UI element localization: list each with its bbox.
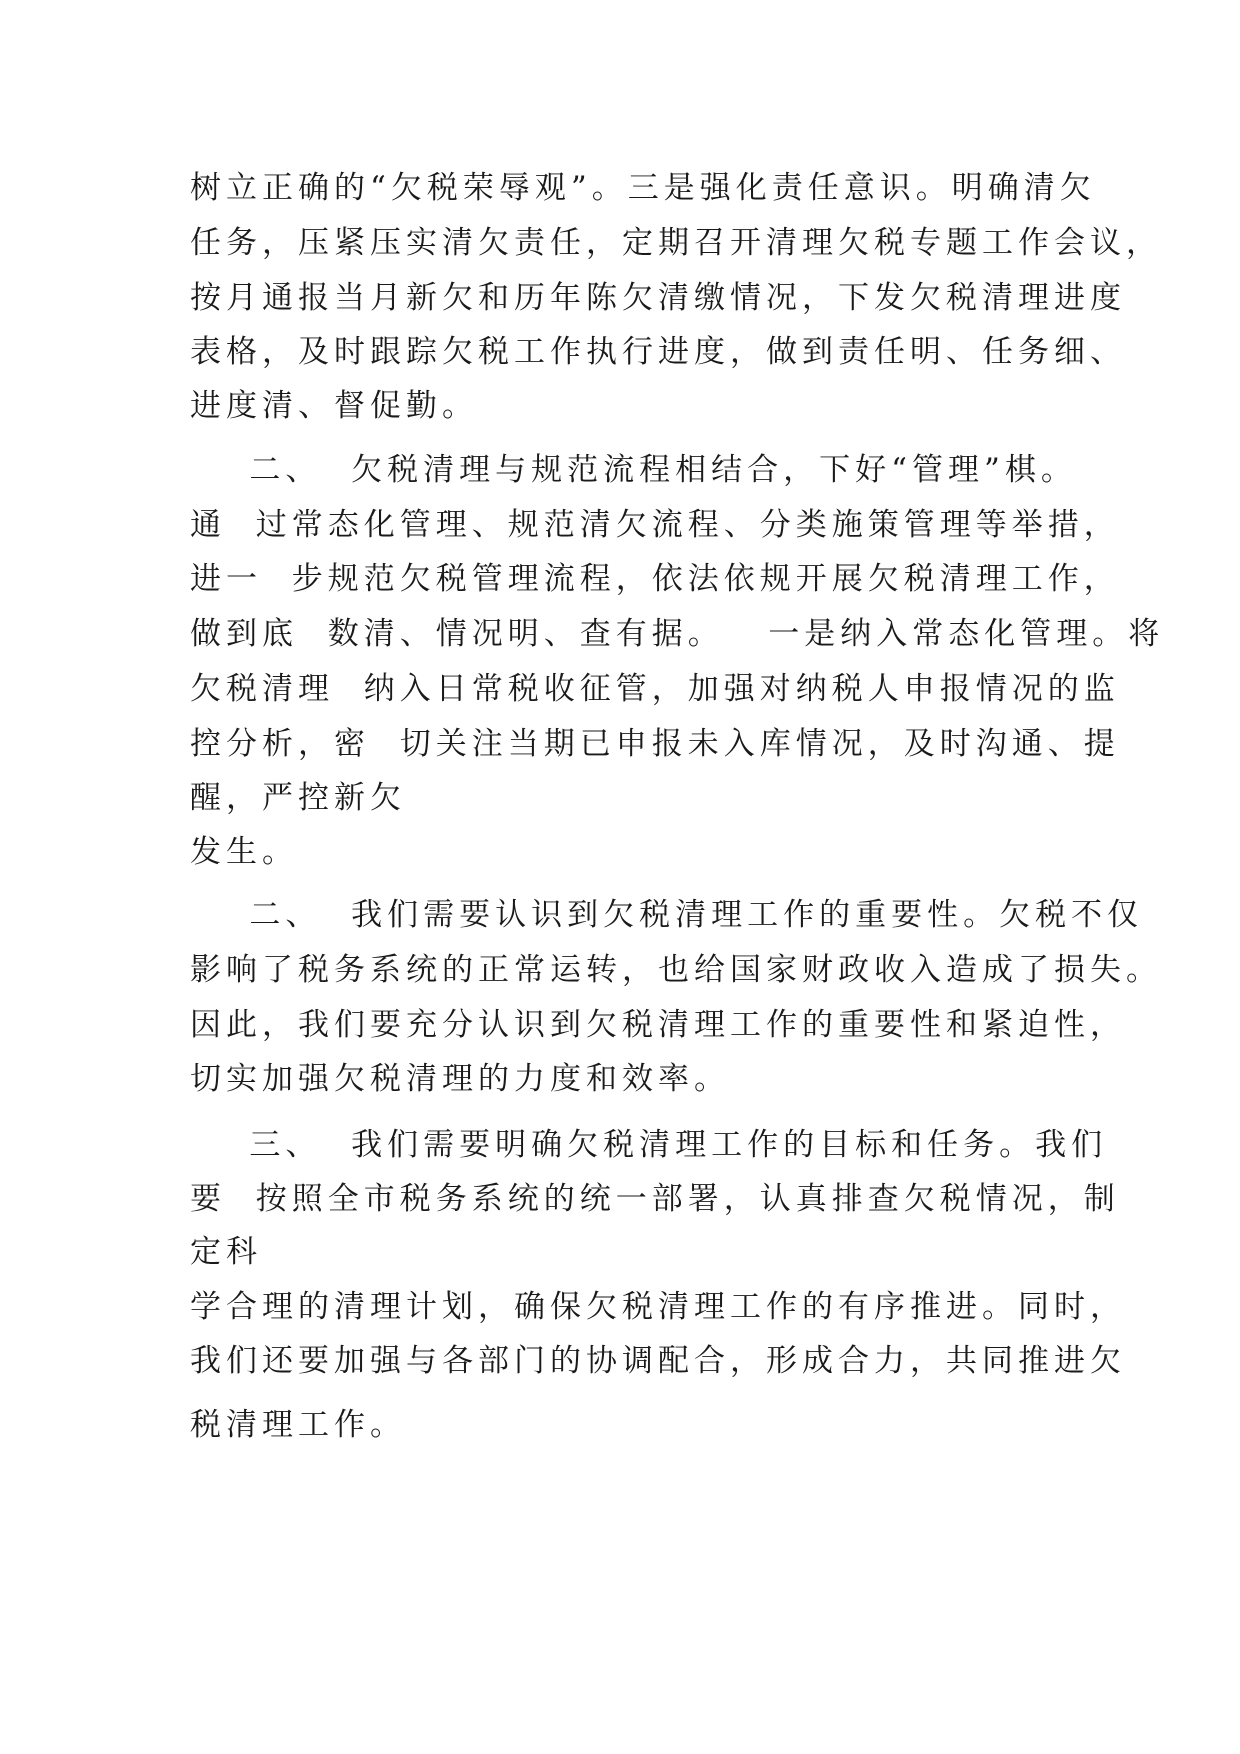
text-line: 欠税清理 纳入日常税收征管，加强对纳税人申报情况的监 xyxy=(190,671,1120,707)
text-line: 定科 xyxy=(190,1234,262,1270)
text-line: 切实加强欠税清理的力度和效率。 xyxy=(190,1061,730,1097)
text-line: 进一 步规范欠税管理流程，依法依规开展欠税清理工作， xyxy=(190,561,1120,597)
text-line: 做到底 数清、情况明、查有据。 一是纳入常态化管理。将 xyxy=(190,616,1165,652)
text-line: 因此，我们要充分认识到欠税清理工作的重要性和紧迫性， xyxy=(190,1007,1126,1043)
text-line: 我们还要加强与各部门的协调配合，形成合力，共同推进欠 xyxy=(190,1343,1126,1379)
text-line: 发生。 xyxy=(190,834,298,870)
text-line: 任务，压紧压实清欠责任，定期召开清理欠税专题工作会议， xyxy=(190,225,1162,261)
text-line: 醒，严控新欠 xyxy=(190,780,406,816)
text-line: 按月通报当月新欠和历年陈欠清缴情况，下发欠税清理进度 xyxy=(190,280,1126,316)
text-line: 税清理工作。 xyxy=(190,1407,406,1443)
text-line: 二、 欠税清理与规范流程相结合，下好“管理”棋。 xyxy=(190,452,1077,488)
text-line: 学合理的清理计划，确保欠税清理工作的有序推进。同时， xyxy=(190,1289,1126,1325)
text-line: 三、 我们需要明确欠税清理工作的目标和任务。我们 xyxy=(190,1127,1108,1163)
text-line: 二、 我们需要认识到欠税清理工作的重要性。欠税不仅 xyxy=(190,897,1144,933)
text-line: 控分析，密 切关注当期已申报未入库情况，及时沟通、提 xyxy=(190,726,1120,762)
text-line: 通 过常态化管理、规范清欠流程、分类施策管理等举措， xyxy=(190,507,1120,543)
text-line: 表格，及时跟踪欠税工作执行进度，做到责任明、任务细、 xyxy=(190,334,1126,370)
text-line: 影响了税务系统的正常运转，也给国家财政收入造成了损失。 xyxy=(190,952,1162,988)
text-line: 进度清、督促勤。 xyxy=(190,388,478,424)
text-line: 树立正确的“欠税荣辱观”。三是强化责任意识。明确清欠 xyxy=(190,170,1096,206)
text-line: 要 按照全市税务系统的统一部署，认真排查欠税情况，制 xyxy=(190,1181,1120,1217)
